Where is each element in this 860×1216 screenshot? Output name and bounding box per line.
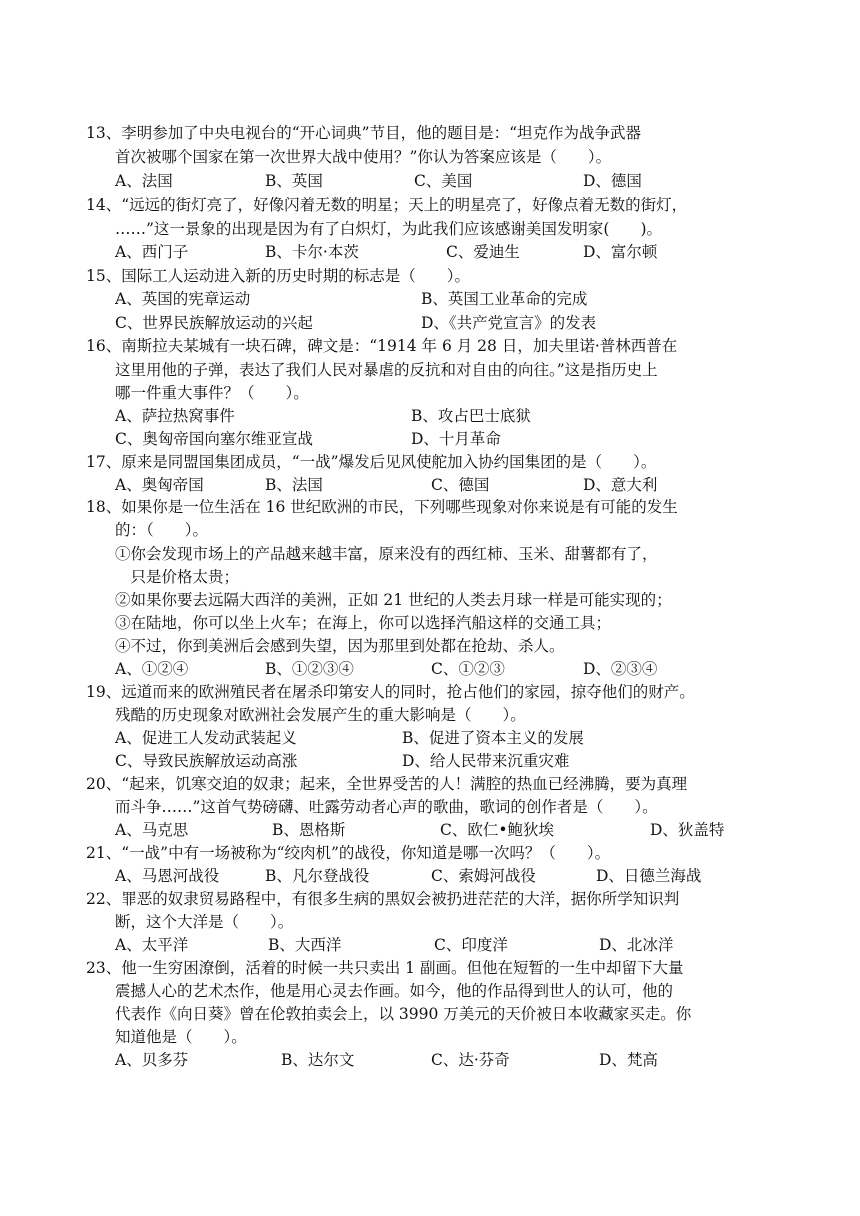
question-14-option-d: D、富尔顿 [583,243,658,261]
question-18-option-a: A、①②④ [115,660,189,678]
question-20-option-a: A、马克思 [115,821,189,839]
question-22-option-b: B、大西洋 [268,936,342,954]
question-18-statement: ②如果你要去远隔大西洋的美洲，正如 21 世纪的人类去月球一样是可能实现的； [115,591,672,609]
question-19-option-b: B、促进了资本主义的发展 [402,729,584,747]
question-14-text: ……”这一景象的出现是因为有了白炽灯，为此我们应该感谢美国发明家( )。 [115,220,663,238]
question-22-option-a: A、太平洋 [115,936,189,954]
question-22-text: 断，这个大洋是（ ）。 [115,913,294,931]
question-14-text: 14、“远远的街灯亮了，好像闪着无数的明星；天上的明星亮了，好像点着无数的街灯， [86,196,688,214]
question-19-text: 19、远道而来的欧洲殖民者在屠杀印第安人的同时，抢占他们的家园，掠夺他们的财产。 [86,683,695,701]
question-19-option-c: C、导致民族解放运动高涨 [115,752,298,770]
question-20-text: 20、“起来，饥寒交迫的奴隶；起来，全世界受苦的人！满腔的热血已经沸腾，要为真理 [86,775,688,793]
question-19-text: 残酷的历史现象对欧洲社会发展产生的重大影响是（ ）。 [115,706,526,724]
question-16-text: 这里用他的子弹，表达了我们人民对暴虐的反抗和对自由的向往。”这是指历史上 [115,361,658,379]
question-21-option-a: A、马恩河战役 [115,867,220,885]
question-16-option-d: D、十月革命 [411,430,501,448]
question-15-option-a: A、英国的宪章运动 [115,290,251,308]
question-14-option-c: C、爱迪生 [446,243,520,261]
question-17-option-d: D、意大利 [583,476,658,494]
question-13-option-d: D、德国 [583,172,642,190]
question-19-option-d: D、给人民带来沉重灾难 [402,752,570,770]
question-23-text: 知道他是（ ）。 [115,1028,247,1046]
question-15-option-c: C、世界民族解放运动的兴起 [115,314,313,332]
question-20-text: 而斗争……”这首气势磅礴、吐露劳动者心声的歌曲，歌词的创作者是（ ）。 [115,798,658,816]
question-22-text: 22、罪恶的奴隶贸易路程中，有很多生病的黑奴会被扔进茫茫的大洋，据你所学知识判 [86,890,680,908]
question-17-option-b: B、法国 [265,476,323,494]
question-18-text: 18、如果你是一位生活在 16 世纪欧洲的市民，下列哪些现象对你来说是有可能的发生 [86,498,678,516]
question-17-text: 17、原来是同盟国集团成员，“一战”爆发后见风使舵加入协约国集团的是（ ）。 [86,453,657,471]
question-14-option-a: A、西门子 [115,243,189,261]
question-18-statement: 只是价格太贵； [115,568,240,586]
question-13-option-a: A、法国 [115,172,173,190]
question-13-text: 首次被哪个国家在第一次世界大战中使用？”你认为答案应该是（ ）。 [115,148,612,166]
question-16-option-c: C、奥匈帝国向塞尔维亚宣战 [115,430,313,448]
question-17-option-c: C、德国 [431,476,490,494]
question-14-option-b: B、卡尔·本茨 [265,243,359,261]
question-23-option-a: A、贝多芬 [115,1051,189,1069]
question-16-text: 16、南斯拉夫某城有一块石碑，碑文是：“1914 年 6 月 28 日，加夫里诺·普林西普在 [86,337,678,355]
question-16-text: 哪一件重大事件？（ ）。 [115,384,309,402]
question-15-option-d: D、《共产党宣言》的发表 [421,314,597,332]
question-23-text: 23、他一生穷困潦倒，活着的时候一共只卖出 1 副画。但他在短暂的一生中却留下大量 [86,959,684,977]
question-23-option-d: D、梵高 [599,1051,658,1069]
question-18-option-c: C、①②③ [431,660,505,678]
question-15-option-b: B、英国工业革命的完成 [421,290,588,308]
question-23-option-c: C、达·芬奇 [431,1051,510,1069]
question-23-text: 代表作《向日葵》曾在伦敦拍卖会上，以 3990 万美元的天价被日本收藏家买走。你 [115,1005,692,1023]
question-13-text: 13、李明参加了中央电视台的“开心词典”节目，他的题目是：“坦克作为战争武器 [86,124,641,142]
question-23-option-b: B、达尔文 [281,1051,355,1069]
question-21-option-b: B、凡尔登战役 [265,867,370,885]
question-21-text: 21、“一战”中有一场被称为“绞肉机”的战役，你知道是哪一次吗？（ ）。 [86,844,611,862]
question-22-option-d: D、北冰洋 [599,936,674,954]
question-16-option-a: A、萨拉热窝事件 [115,407,235,425]
question-21-option-c: C、索姆河战役 [431,867,536,885]
question-20-option-b: B、恩格斯 [272,821,346,839]
question-18-statement: ④不过，你到美洲后会感到失望，因为那里到处都在抢劫、杀人。 [115,637,565,655]
question-18-statement: ③在陆地，你可以坐上火车；在海上，你可以选择汽船这样的交通工具； [115,614,612,632]
question-18-option-d: D、②③④ [583,660,658,678]
question-18-statement: ①你会发现市场上的产品越来越丰富，原来没有的西红柿、玉米、甜薯都有了， [115,545,658,563]
question-20-option-c: C、欧仁•鲍狄埃 [440,821,555,839]
question-16-option-b: B、攻占巴士底狱 [411,407,531,425]
question-23-text: 震撼人心的艺术杰作，他是用心灵去作画。如今，他的作品得到世人的认可，他的 [115,982,674,1000]
question-15-text: 15、国际工人运动进入新的历史时期的标志是（ ）。 [86,267,470,285]
question-13-option-b: B、英国 [265,172,323,190]
question-19-option-a: A、促进工人发动武装起义 [115,729,297,747]
question-17-option-a: A、奥匈帝国 [115,476,204,494]
question-18-text: 的：（ ）。 [115,521,209,539]
question-13-option-c: C、美国 [414,172,473,190]
question-18-option-b: B、①②③④ [265,660,354,678]
question-20-option-d: D、狄盖特 [650,821,725,839]
question-22-option-c: C、印度洋 [434,936,508,954]
question-21-option-d: D、日德兰海战 [596,867,702,885]
